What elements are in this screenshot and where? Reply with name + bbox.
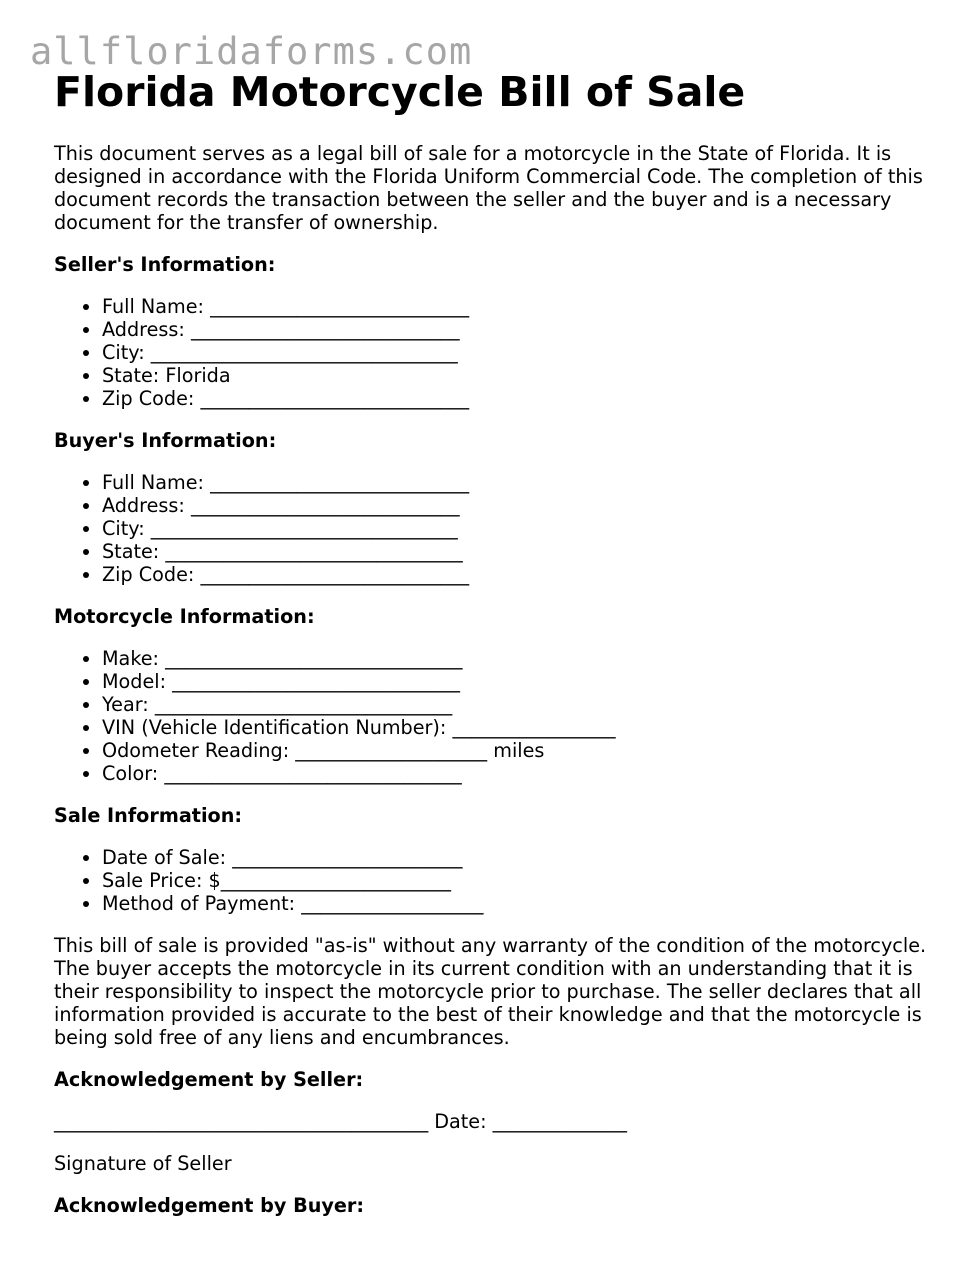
- seller-ack-heading: Acknowledgement by Seller:: [54, 1068, 364, 1091]
- year-field: • Year: _______________________________: [102, 693, 934, 716]
- seller-city-field: • City: ________________________________: [102, 341, 934, 364]
- seller-info-list: [54, 295, 934, 410]
- buyer-ack-heading: Acknowledgement by Buyer:: [54, 1194, 365, 1217]
- seller-address-field: • Address: ____________________________: [102, 318, 934, 341]
- date-of-sale-field: • Date of Sale: ________________________: [102, 846, 934, 869]
- buyer-address-field: • Address: ____________________________: [102, 494, 934, 517]
- intro-paragraph: This document serves as a legal bill of sale for a motorcycle in the State of Florida. It is designed in accordance with the Florida Uniform Commercial Code. The completion of this document records the transaction between the seller and the buyer and is a necessary document for the transfer of ownership.: [54, 142, 923, 234]
- odometer-field: • Odometer Reading: ____________________ miles: [102, 739, 934, 762]
- make-field: • Make: _______________________________: [102, 647, 934, 670]
- seller-info-heading: Seller's Information:: [54, 253, 276, 276]
- seller-signature-label: Signature of Seller: [54, 1152, 232, 1175]
- as-is-paragraph: This bill of sale is provided "as-is" without any warranty of the condition of the motorcycle. The buyer accepts the motorcycle in its current condition with an understanding that it is their responsibility to inspect the motorcycle prior to purchase. The seller declares that all information provided is accurate to the best of their knowledge and that the motorcycle is being sold free of any liens and encumbrances.: [54, 934, 927, 1049]
- buyer-city-field: • City: ________________________________: [102, 517, 934, 540]
- buyer-zip-field: • Zip Code: ____________________________: [102, 563, 934, 586]
- sale-info-list: [54, 846, 934, 915]
- model-field: • Model: ______________________________: [102, 670, 934, 693]
- seller-state-field: • State: Florida: [102, 364, 934, 387]
- document-page: [54, 66, 934, 1217]
- buyer-info-list: [54, 471, 934, 586]
- motorcycle-info-heading: Motorcycle Information:: [54, 605, 315, 628]
- buyer-info-heading: Buyer's Information:: [54, 429, 277, 452]
- vin-field: • VIN (Vehicle Identification Number): _________________: [102, 716, 934, 739]
- buyer-full-name-field: • Full Name: ___________________________: [102, 471, 934, 494]
- buyer-state-field: • State: _______________________________: [102, 540, 934, 563]
- color-field: • Color: _______________________________: [102, 762, 934, 785]
- sale-info-heading: Sale Information:: [54, 804, 243, 827]
- payment-method-field: • Method of Payment: ___________________: [102, 892, 934, 915]
- seller-signature-line: _______________________________________ Date: ______________: [54, 1110, 627, 1133]
- site-watermark: allfloridaforms.com: [30, 30, 473, 73]
- seller-full-name-field: • Full Name: ___________________________: [102, 295, 934, 318]
- motorcycle-info-list: [54, 647, 934, 785]
- seller-zip-field: • Zip Code: ____________________________: [102, 387, 934, 410]
- document-title: Florida Motorcycle Bill of Sale: [54, 68, 746, 116]
- sale-price-field: • Sale Price: $________________________: [102, 869, 934, 892]
